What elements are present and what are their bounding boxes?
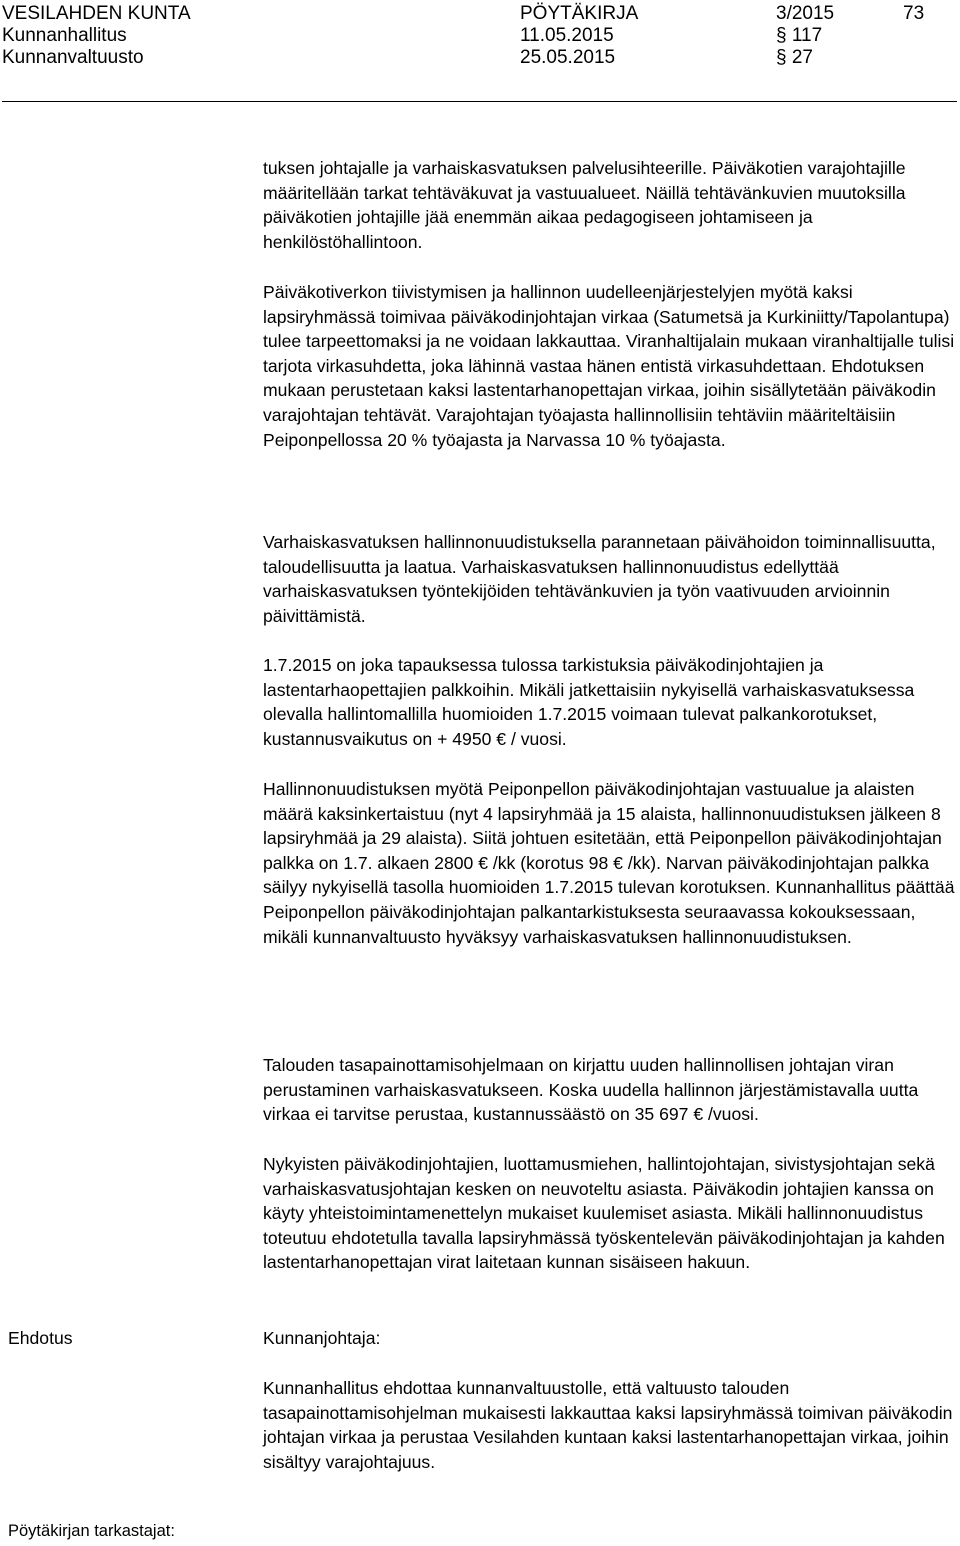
paragraph: 1.7.2015 on joka tapauksessa tulossa tarkistuksia päiväkodinjohtajien ja lastentarhaopettajien palkkoihin. Mikäli jatkettaisiin nykyisellä varhaiskasvatuksessa olevalla hallintomallilla huomioiden 1.7.2015 voimaan tulevat palkankorotukset, kustannusvaikutus on + 4950 € / vuosi. <box>263 655 915 749</box>
proposal-text: Kunnanhallitus ehdottaa kunnanvaltuustolle, että valtuusto talouden tasapainottamisohjelman mukaisesti lakkauttaa kaksi lapsiryhmässä toimivan päiväkodin johtajan virkaa ja perustaa Vesilahden kuntaan kaksi lastentarhanopettajan virkaa, joihin sisältyy varajohtajuus. <box>263 1378 953 1472</box>
paragraph: Varhaiskasvatuksen hallinnonuudistuksella parannetaan päivähoidon toiminnallisuutta, taloudellisuutta ja laatua. Varhaiskasvatuksen hallinnonuudistus edellyttää varhaiskasvatuksen työntekijöiden tehtävänkuvien ja työn vaativuuden arvioinnin päivittämistä. <box>263 532 936 626</box>
header-section-1: § 117 <box>776 25 823 46</box>
reviewers-label: Pöytäkirjan tarkastajat: <box>8 1522 175 1540</box>
header-section-2: § 27 <box>776 47 813 68</box>
paragraph: Talouden tasapainottamisohjelmaan on kirjattu uuden hallinnollisen johtajan viran perustaminen varhaiskasvatukseen. Koska uudella hallinnon järjestämistavalla uutta virkaa ei tarvitse perustaa, kustannussäästö on 35 697 € /vuosi. <box>263 1055 919 1125</box>
proposal-presenter: Kunnanjohtaja: <box>263 1328 381 1348</box>
proposal-label: Ehdotus <box>8 1328 73 1348</box>
header-page-number: 73 <box>903 3 925 24</box>
paragraph: Nykyisten päiväkodinjohtajien, luottamusmiehen, hallintojohtajan, sivistysjohtajan sekä varhaiskasvatusjohtajan kesken on neuvoteltu asiasta. Päiväkodin johtajien kanssa on käyty yhteistoimintamenettelyn mukaiset kuulemiset asiasta. Mikäli hallinnonuudistus toteutuu ehdotetulla tavalla lapsiryhmässä työskentelevän päiväkodinjohtajan ja kahden lastentarhanopettajan virat laitetaan kunnan sisäiseen hakuun. <box>263 1154 945 1273</box>
header-doc-type: PÖYTÄKIRJA <box>520 3 639 24</box>
paragraph: tuksen johtajalle ja varhaiskasvatuksen palvelusihteerille. Päiväkotien varajohtajille määritellään tarkat tehtäväkuvat ja vastuualueet. Näillä tehtävänkuvien muutoksilla päiväkotien johtajille jää enemmän aikaa pedagogiseen johtamiseen ja henkilöstöhallintoon. <box>263 158 906 252</box>
paragraph: Hallinnonuudistuksen myötä Peiponpellon päiväkodinjohtajan vastuualue ja alaisten määrä kaksinkertaistuu (nyt 4 lapsiryhmää ja 15 alaista, hallinnonuudistuksen jälkeen 8 lapsiryhmää ja 29 alaista). Siitä johtuen esitetään, että Peiponpellon päiväkodinjohtajan palkka on 1.7. alkaen 2800 € /kk (korotus 98 € /kk). Narvan päiväkodinjohtajan palkka säilyy nykyisellä tasolla huomioiden 1.7.2015 tulevan korotuksen. Kunnanhallitus päättää Peiponpellon päiväkodinjohtajan palkantarkistuksesta seuraavassa kokouksessaan, mikäli kunnanvaltuusto hyväksyy varhaiskasvatuksen hallinnonuudistuksen. <box>263 779 955 947</box>
header-date-1: 11.05.2015 <box>520 25 614 46</box>
header-body-1: Kunnanhallitus <box>2 25 127 46</box>
header-divider <box>2 101 957 102</box>
header-municipality: VESILAHDEN KUNTA <box>2 3 191 24</box>
paragraph: Päiväkotiverkon tiivistymisen ja hallinnon uudelleenjärjestelyjen myötä kaksi lapsiryhmässä toimivaa päiväkodinjohtajan virkaa (Satumetsä ja Kurkiniitty/Tapolantupa) tulee tarpeettomaksi ja ne voidaan lakkauttaa. Viranhaltijalain mukaan viranhaltijalle tulisi tarjota virkasuhdetta, joka lähinnä vastaa hänen entistä virkasuhdettaan. Ehdotuksen mukaan perustetaan kaksi lastentarhanopettajan virkaa, joihin sisällytetään päiväkodin varajohtajan tehtävät. Varajohtajan työajasta hallinnollisiin tehtäviin määriteltäisiin Peiponpellossa 20 % työajasta ja Narvassa 10 % työajasta. <box>263 282 955 450</box>
header-body-2: Kunnanvaltuusto <box>2 47 144 68</box>
header-doc-number: 3/2015 <box>776 3 835 24</box>
header-date-2: 25.05.2015 <box>520 47 616 68</box>
